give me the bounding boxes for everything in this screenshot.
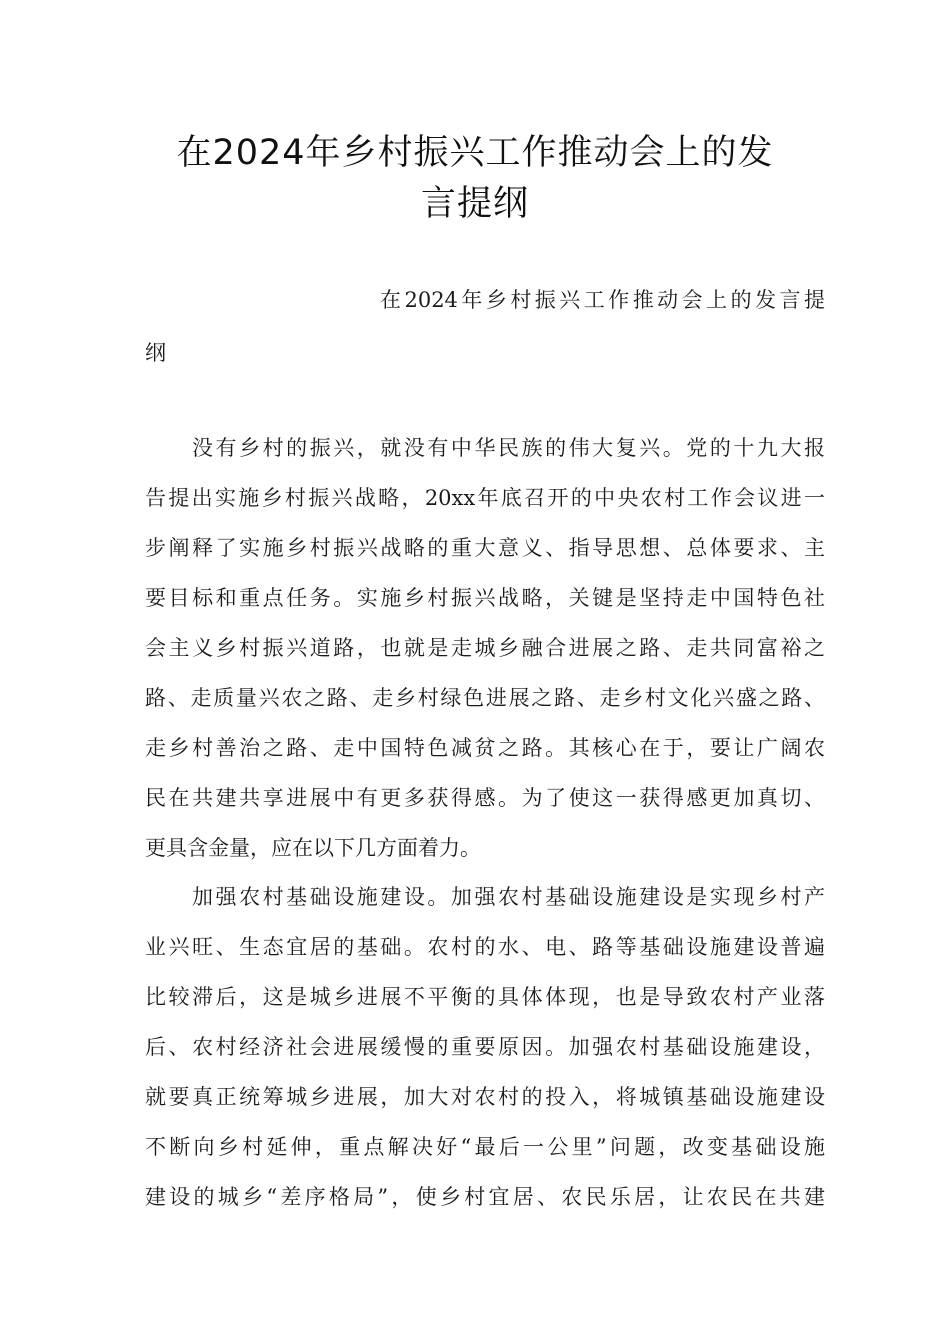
document-title-line-1: 在2024年乡村振兴工作推动会上的发 <box>176 133 774 173</box>
paragraph-2-line: 加强农村基础设施建设。加强农村基础设施建设是实现乡村产 <box>192 885 825 909</box>
paragraph-1-line: 会主义乡村振兴道路，也就是走城乡融合进展之路、走共同富裕之 <box>145 636 825 660</box>
paragraph-2-line: 就要真正统筹城乡进展，加大对农村的投入，将城镇基础设施建设 <box>145 1085 825 1109</box>
paragraph-1-line: 走乡村善治之路、走中国特色减贫之路。其核心在于，要让广阔农 <box>145 736 825 760</box>
paragraph-1-line: 要目标和重点任务。实施乡村振兴战略，关键是坚持走中国特色社 <box>145 586 825 610</box>
paragraph-2-line: 后、农村经济社会进展缓慢的重要原因。加强农村基础设施建设， <box>145 1035 825 1059</box>
paragraph-1-line: 没有乡村的振兴，就没有中华民族的伟大复兴。党的十九大报 <box>192 436 825 460</box>
paragraph-2-line: 比较滞后，这是城乡进展不平衡的具体体现，也是导致农村产业落 <box>145 985 825 1009</box>
paragraph-1-line: 步阐释了实施乡村振兴战略的重大意义、指导思想、总体要求、主 <box>145 536 825 560</box>
paragraph-1-line: 更具含金量，应在以下几方面着力。 <box>145 836 481 860</box>
paragraph-1-line: 路、走质量兴农之路、走乡村绿色进展之路、走乡村文化兴盛之路、 <box>145 686 825 710</box>
paragraph-1-line: 民在共建共享进展中有更多获得感。为了使这一获得感更加真切、 <box>145 786 825 810</box>
subtitle-line-1: 在2024年乡村振兴工作推动会上的发言提 <box>380 288 825 312</box>
paragraph-2-line: 不断向乡村延伸，重点解决好“最后一公里”问题，改变基础设施 <box>145 1135 825 1159</box>
subtitle-line-2: 纲 <box>145 341 166 365</box>
paragraph-2-line: 业兴旺、生态宜居的基础。农村的水、电、路等基础设施建设普遍 <box>145 935 825 959</box>
paragraph-2-line: 建设的城乡“差序格局”，使乡村宜居、农民乐居，让农民在共建 <box>145 1185 825 1209</box>
document-title-line-2: 言提纲 <box>420 184 529 224</box>
paragraph-1-line: 告提出实施乡村振兴战略，20xx年底召开的中央农村工作会议进一 <box>145 486 825 510</box>
